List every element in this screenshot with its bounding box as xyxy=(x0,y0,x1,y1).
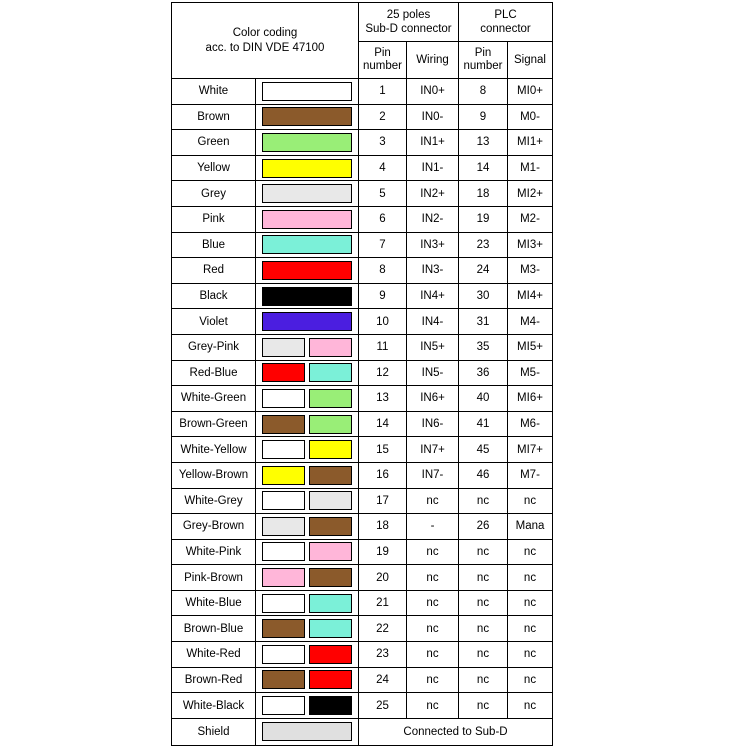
color-name-cell: Blue xyxy=(172,232,256,258)
plc-pin-number-cell: 26 xyxy=(459,514,508,540)
subd-pin-number-cell: 1 xyxy=(359,79,407,105)
color-swatch xyxy=(309,568,352,587)
table-row xyxy=(172,590,553,616)
subd-group-line-1: 25 poles xyxy=(386,9,431,21)
table-row xyxy=(172,104,553,130)
color-swatch xyxy=(309,389,352,408)
color-name-cell: White-Yellow xyxy=(172,437,256,463)
color-swatch xyxy=(262,542,305,561)
signal-cell: nc xyxy=(508,590,553,616)
color-swatch xyxy=(262,466,305,485)
wiring-cell: IN1+ xyxy=(407,130,459,156)
color-swatch xyxy=(262,235,352,254)
color-swatch-cell xyxy=(256,360,359,386)
plc-pin-number-cell: 36 xyxy=(459,360,508,386)
subd-pin-number-cell: 3 xyxy=(359,130,407,156)
color-swatch-cell xyxy=(256,283,359,309)
color-name-cell: Grey xyxy=(172,181,256,207)
color-swatch xyxy=(262,568,305,587)
color-swatch xyxy=(262,210,352,229)
color-name-cell: Green xyxy=(172,130,256,156)
color-swatch xyxy=(309,670,352,689)
wiring-cell: IN3+ xyxy=(407,232,459,258)
color-swatch-group xyxy=(262,542,352,561)
color-name-cell: Brown-Green xyxy=(172,411,256,437)
color-swatch-group xyxy=(262,440,352,459)
wiring-cell: IN6+ xyxy=(407,386,459,412)
color-swatch-group xyxy=(262,722,352,741)
color-swatch-group xyxy=(262,338,352,357)
subd-pin-number-cell: 17 xyxy=(359,488,407,514)
table-row xyxy=(172,667,553,693)
plc-pin-number-cell: 46 xyxy=(459,462,508,488)
subd-pin-number-cell: 10 xyxy=(359,309,407,335)
color-name-cell: Red-Blue xyxy=(172,360,256,386)
plc-pin-number-cell: 23 xyxy=(459,232,508,258)
wiring-cell: nc xyxy=(407,616,459,642)
table-body xyxy=(172,79,553,746)
table-row xyxy=(172,411,553,437)
signal-cell: M6- xyxy=(508,411,553,437)
color-swatch xyxy=(262,261,352,280)
table-row xyxy=(172,539,553,565)
color-coding-header-cell xyxy=(172,3,359,79)
subd-group-header xyxy=(359,3,459,42)
color-swatch-group xyxy=(262,133,352,152)
signal-cell: MI6+ xyxy=(508,386,553,412)
signal-cell: M0- xyxy=(508,104,553,130)
plc-pin-number-cell: 40 xyxy=(459,386,508,412)
color-swatch xyxy=(309,491,352,510)
shield-row xyxy=(172,718,553,745)
signal-cell: nc xyxy=(508,539,553,565)
color-swatch-group xyxy=(262,363,352,382)
plc-group-header xyxy=(459,3,553,42)
table-row xyxy=(172,693,553,719)
color-swatch xyxy=(262,696,305,715)
table-row xyxy=(172,565,553,591)
plc-pin-number-cell: 8 xyxy=(459,79,508,105)
subd-pin-number-cell: 18 xyxy=(359,514,407,540)
signal-cell: M3- xyxy=(508,258,553,284)
wiring-cell: IN2+ xyxy=(407,181,459,207)
color-swatch xyxy=(309,517,352,536)
color-swatch-group xyxy=(262,287,352,306)
color-swatch-group xyxy=(262,159,352,178)
subd-pin-number-cell: 23 xyxy=(359,642,407,668)
plc-pin-number-cell: nc xyxy=(459,667,508,693)
table-row xyxy=(172,462,553,488)
table-row xyxy=(172,232,553,258)
color-swatch xyxy=(262,338,305,357)
wiring-cell: nc xyxy=(407,565,459,591)
color-swatch-group xyxy=(262,261,352,280)
wiring-cell: IN4- xyxy=(407,309,459,335)
subd-group-line-2: Sub-D connector xyxy=(365,23,452,35)
subd-pin-number-cell: 11 xyxy=(359,334,407,360)
color-swatch-group xyxy=(262,594,352,613)
color-name-cell: Yellow xyxy=(172,155,256,181)
color-swatch-cell xyxy=(256,437,359,463)
plc-pin-number-cell: 14 xyxy=(459,155,508,181)
color-swatch-cell xyxy=(256,411,359,437)
wiring-cell: IN5- xyxy=(407,360,459,386)
plc-pin-number-cell: nc xyxy=(459,565,508,591)
color-swatch-group xyxy=(262,568,352,587)
wiring-cell: IN7+ xyxy=(407,437,459,463)
signal-cell: MI7+ xyxy=(508,437,553,463)
table-row xyxy=(172,155,553,181)
color-name-cell: White-Grey xyxy=(172,488,256,514)
wiring-cell: IN3- xyxy=(407,258,459,284)
color-swatch xyxy=(262,312,352,331)
subd-pin-number-cell: 5 xyxy=(359,181,407,207)
color-name-cell: White-Pink xyxy=(172,539,256,565)
color-swatch-group xyxy=(262,466,352,485)
color-swatch-cell xyxy=(256,104,359,130)
color-swatch-group xyxy=(262,696,352,715)
subd-pin-number-cell: 7 xyxy=(359,232,407,258)
wiring-cell: nc xyxy=(407,539,459,565)
color-swatch xyxy=(262,159,352,178)
plc-pin-number-cell: nc xyxy=(459,642,508,668)
plc-pin-header-line-2: number xyxy=(463,60,503,72)
color-swatch xyxy=(262,415,305,434)
subd-pin-number-cell: 16 xyxy=(359,462,407,488)
color-swatch xyxy=(309,338,352,357)
signal-cell: M7- xyxy=(508,462,553,488)
color-swatch-group xyxy=(262,645,352,664)
signal-cell: M1- xyxy=(508,155,553,181)
color-swatch xyxy=(262,389,305,408)
plc-group-line-2: connector xyxy=(480,23,531,35)
table-row xyxy=(172,642,553,668)
wiring-header: Wiring xyxy=(407,42,459,79)
shield-name-cell: Shield xyxy=(172,718,256,745)
table-row xyxy=(172,79,553,105)
table-row xyxy=(172,130,553,156)
signal-cell: MI0+ xyxy=(508,79,553,105)
color-swatch-group xyxy=(262,82,352,101)
plc-pin-number-cell: 18 xyxy=(459,181,508,207)
signal-cell: Mana xyxy=(508,514,553,540)
subd-pin-number-cell: 4 xyxy=(359,155,407,181)
color-swatch xyxy=(262,82,352,101)
wiring-cell: nc xyxy=(407,667,459,693)
table-header xyxy=(172,3,553,79)
color-swatch-cell xyxy=(256,155,359,181)
wiring-cell: nc xyxy=(407,590,459,616)
color-swatch-group xyxy=(262,184,352,203)
color-swatch xyxy=(309,466,352,485)
color-swatch xyxy=(309,619,352,638)
color-swatch xyxy=(262,440,305,459)
header-row-groups xyxy=(172,3,553,42)
table-row xyxy=(172,616,553,642)
color-swatch xyxy=(262,287,352,306)
color-swatch-cell xyxy=(256,718,359,745)
signal-cell: nc xyxy=(508,642,553,668)
signal-header: Signal xyxy=(508,42,553,79)
signal-cell: nc xyxy=(508,667,553,693)
subd-pin-number-cell: 6 xyxy=(359,206,407,232)
color-swatch-group xyxy=(262,670,352,689)
table-row xyxy=(172,488,553,514)
color-name-cell: Brown-Red xyxy=(172,667,256,693)
color-swatch-group xyxy=(262,491,352,510)
color-swatch-cell xyxy=(256,309,359,335)
color-name-cell: Pink xyxy=(172,206,256,232)
subd-pin-number-cell: 14 xyxy=(359,411,407,437)
table-row xyxy=(172,309,553,335)
plc-pin-number-cell: nc xyxy=(459,693,508,719)
color-coding-line-1: Color coding xyxy=(232,26,298,39)
color-swatch-cell xyxy=(256,79,359,105)
color-name-cell: White-Blue xyxy=(172,590,256,616)
color-name-cell: White-Red xyxy=(172,642,256,668)
color-swatch-cell xyxy=(256,181,359,207)
wiring-cell: IN0- xyxy=(407,104,459,130)
subd-pin-number-cell: 8 xyxy=(359,258,407,284)
plc-pin-number-cell: nc xyxy=(459,590,508,616)
plc-pin-number-cell: nc xyxy=(459,488,508,514)
wiring-cell: IN0+ xyxy=(407,79,459,105)
color-swatch-cell xyxy=(256,232,359,258)
color-swatch xyxy=(262,722,352,741)
wiring-cell: IN7- xyxy=(407,462,459,488)
table-row xyxy=(172,334,553,360)
color-coding-line-2: acc. to DIN VDE 47100 xyxy=(205,41,325,54)
color-name-cell: Grey-Pink xyxy=(172,334,256,360)
wiring-cell: IN2- xyxy=(407,206,459,232)
color-name-cell: Black xyxy=(172,283,256,309)
color-swatch-cell xyxy=(256,565,359,591)
subd-pin-number-cell: 25 xyxy=(359,693,407,719)
color-swatch-cell xyxy=(256,693,359,719)
color-swatch-cell xyxy=(256,590,359,616)
wiring-table xyxy=(171,2,553,746)
color-swatch xyxy=(262,594,305,613)
signal-cell: MI2+ xyxy=(508,181,553,207)
wiring-cell: IN5+ xyxy=(407,334,459,360)
signal-cell: MI5+ xyxy=(508,334,553,360)
signal-cell: MI4+ xyxy=(508,283,553,309)
table-row xyxy=(172,514,553,540)
color-swatch-cell xyxy=(256,258,359,284)
shield-note-cell: Connected to Sub-D xyxy=(359,718,553,745)
plc-pin-number-cell: 30 xyxy=(459,283,508,309)
signal-cell: nc xyxy=(508,616,553,642)
color-name-cell: Grey-Brown xyxy=(172,514,256,540)
color-swatch-cell xyxy=(256,206,359,232)
wiring-cell: nc xyxy=(407,642,459,668)
color-name-cell: White-Black xyxy=(172,693,256,719)
signal-cell: MI3+ xyxy=(508,232,553,258)
color-swatch-cell xyxy=(256,334,359,360)
signal-cell: M4- xyxy=(508,309,553,335)
plc-pin-number-cell: 13 xyxy=(459,130,508,156)
color-swatch-group xyxy=(262,619,352,638)
subd-pin-number-cell: 13 xyxy=(359,386,407,412)
plc-pin-number-cell: 31 xyxy=(459,309,508,335)
plc-group-line-1: PLC xyxy=(494,9,517,21)
color-swatch xyxy=(262,363,305,382)
color-swatch xyxy=(309,440,352,459)
color-swatch xyxy=(262,517,305,536)
table-row xyxy=(172,258,553,284)
color-swatch xyxy=(262,619,305,638)
signal-cell: nc xyxy=(508,488,553,514)
color-swatch-group xyxy=(262,389,352,408)
wiring-cell: IN6- xyxy=(407,411,459,437)
color-name-cell: Pink-Brown xyxy=(172,565,256,591)
color-swatch-cell xyxy=(256,539,359,565)
color-swatch-group xyxy=(262,107,352,126)
plc-pin-number-cell: nc xyxy=(459,539,508,565)
wiring-cell: nc xyxy=(407,693,459,719)
signal-cell: M5- xyxy=(508,360,553,386)
color-name-cell: Brown-Blue xyxy=(172,616,256,642)
signal-cell: M2- xyxy=(508,206,553,232)
color-swatch-cell xyxy=(256,616,359,642)
color-name-cell: Red xyxy=(172,258,256,284)
table-row xyxy=(172,181,553,207)
table-row xyxy=(172,386,553,412)
color-swatch xyxy=(309,594,352,613)
plc-pin-number-cell: 24 xyxy=(459,258,508,284)
subd-pin-number-cell: 20 xyxy=(359,565,407,591)
plc-pin-number-cell: 35 xyxy=(459,334,508,360)
table-row xyxy=(172,360,553,386)
color-swatch xyxy=(309,542,352,561)
subd-pin-number-header xyxy=(359,42,407,79)
color-name-cell: Brown xyxy=(172,104,256,130)
color-swatch-cell xyxy=(256,488,359,514)
subd-pin-number-cell: 15 xyxy=(359,437,407,463)
color-swatch-cell xyxy=(256,667,359,693)
wiring-cell: - xyxy=(407,514,459,540)
color-swatch-cell xyxy=(256,386,359,412)
color-swatch-group xyxy=(262,210,352,229)
table-row xyxy=(172,437,553,463)
color-swatch xyxy=(309,415,352,434)
color-swatch-cell xyxy=(256,514,359,540)
subd-pin-header-line-1: Pin xyxy=(374,47,391,59)
color-swatch-cell xyxy=(256,462,359,488)
color-swatch xyxy=(262,645,305,664)
table-row xyxy=(172,206,553,232)
plc-pin-number-cell: 9 xyxy=(459,104,508,130)
subd-pin-number-cell: 12 xyxy=(359,360,407,386)
color-swatch-cell xyxy=(256,130,359,156)
subd-pin-header-line-2: number xyxy=(363,60,402,72)
subd-pin-number-cell: 19 xyxy=(359,539,407,565)
color-swatch xyxy=(309,363,352,382)
signal-cell: MI1+ xyxy=(508,130,553,156)
color-swatch-group xyxy=(262,415,352,434)
subd-pin-number-cell: 24 xyxy=(359,667,407,693)
plc-pin-number-cell: 41 xyxy=(459,411,508,437)
color-swatch-group xyxy=(262,517,352,536)
color-name-cell: Violet xyxy=(172,309,256,335)
color-swatch xyxy=(262,184,352,203)
color-swatch xyxy=(309,645,352,664)
color-swatch xyxy=(262,491,305,510)
wiring-cell: IN4+ xyxy=(407,283,459,309)
color-swatch xyxy=(262,133,352,152)
subd-pin-number-cell: 22 xyxy=(359,616,407,642)
plc-pin-number-header xyxy=(459,42,508,79)
signal-cell: nc xyxy=(508,693,553,719)
wiring-cell: IN1- xyxy=(407,155,459,181)
plc-pin-header-line-1: Pin xyxy=(474,47,492,59)
wiring-cell: nc xyxy=(407,488,459,514)
subd-pin-number-cell: 9 xyxy=(359,283,407,309)
color-name-cell: White-Green xyxy=(172,386,256,412)
color-name-cell: Yellow-Brown xyxy=(172,462,256,488)
plc-pin-number-cell: nc xyxy=(459,616,508,642)
plc-pin-number-cell: 45 xyxy=(459,437,508,463)
color-swatch-group xyxy=(262,235,352,254)
plc-pin-number-cell: 19 xyxy=(459,206,508,232)
table-row xyxy=(172,283,553,309)
color-swatch-cell xyxy=(256,642,359,668)
color-swatch-group xyxy=(262,312,352,331)
subd-pin-number-cell: 2 xyxy=(359,104,407,130)
color-name-cell: White xyxy=(172,79,256,105)
signal-cell: nc xyxy=(508,565,553,591)
color-swatch xyxy=(309,696,352,715)
color-swatch xyxy=(262,107,352,126)
subd-pin-number-cell: 21 xyxy=(359,590,407,616)
color-swatch xyxy=(262,670,305,689)
